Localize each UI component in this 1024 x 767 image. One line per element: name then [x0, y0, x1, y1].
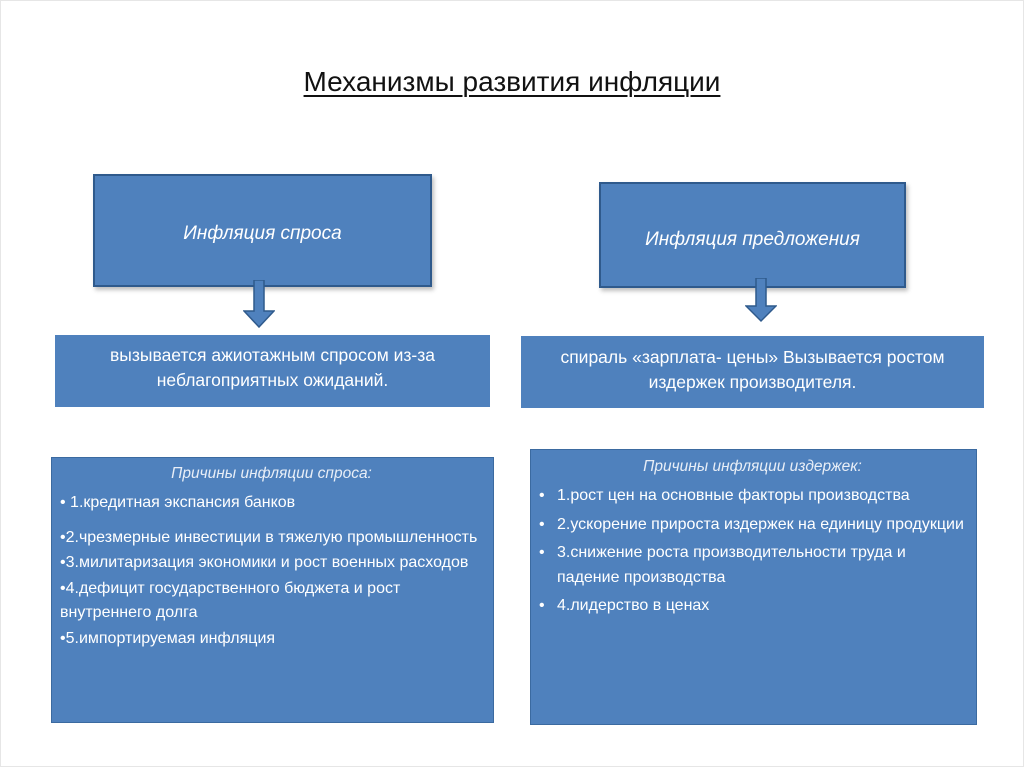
- bullet: •: [539, 487, 545, 504]
- slide-title: Механизмы развития инфляции: [303, 66, 721, 97]
- list-item: [539, 513, 966, 538]
- demand-causes-list: [60, 491, 483, 651]
- list-item: [539, 484, 966, 509]
- down-arrow-icon: [745, 278, 777, 326]
- demand-inflation-heading: Инфляция спроса: [183, 223, 342, 244]
- supply-causes-title: Причины инфляции издержек:: [643, 458, 862, 475]
- supply-description-box: [521, 336, 984, 408]
- list-item-text: 3.снижение роста производительности труда и падение производства: [557, 544, 906, 586]
- supply-causes-list: [539, 484, 966, 619]
- demand-causes-box: [51, 457, 494, 723]
- list-item-text: 1.рост цен на основные факторы производства: [557, 487, 910, 504]
- bullet: •: [539, 515, 545, 533]
- list-item: •2.чрезмерные инвестиции в тяжелую промышленность: [60, 528, 478, 546]
- supply-inflation-box: [599, 182, 906, 288]
- demand-causes-title: Причины инфляции спроса:: [171, 465, 372, 482]
- supply-description: спираль «зарплата- цены» Вызывается ростом издержек производителя.: [560, 347, 945, 392]
- list-item: •3.милитаризация экономики и рост военных расходов: [60, 554, 469, 571]
- list-item: [539, 541, 966, 590]
- list-item: [539, 594, 966, 619]
- demand-description: вызывается ажиотажным спросом из-за неблагоприятных ожиданий.: [110, 345, 435, 390]
- list-item: • 1.кредитная экспансия банков: [60, 494, 296, 511]
- slide-title-container: [0, 66, 1024, 98]
- down-arrow-icon: [243, 280, 275, 328]
- demand-description-box: [55, 335, 490, 407]
- supply-inflation-heading: Инфляция предложения: [645, 229, 860, 250]
- list-item: •4.дефицит государственного бюджета и рост внутреннего долга: [60, 579, 401, 621]
- list-item-text: 4.лидерство в ценах: [557, 597, 710, 614]
- list-item-text: 2.ускорение прироста издержек на единицу продукции: [557, 515, 964, 533]
- list-item: •5.импортируемая инфляция: [60, 629, 276, 647]
- supply-causes-box: [530, 449, 977, 725]
- demand-inflation-box: [93, 174, 432, 287]
- bullet: •: [539, 544, 545, 561]
- bullet: •: [539, 597, 545, 614]
